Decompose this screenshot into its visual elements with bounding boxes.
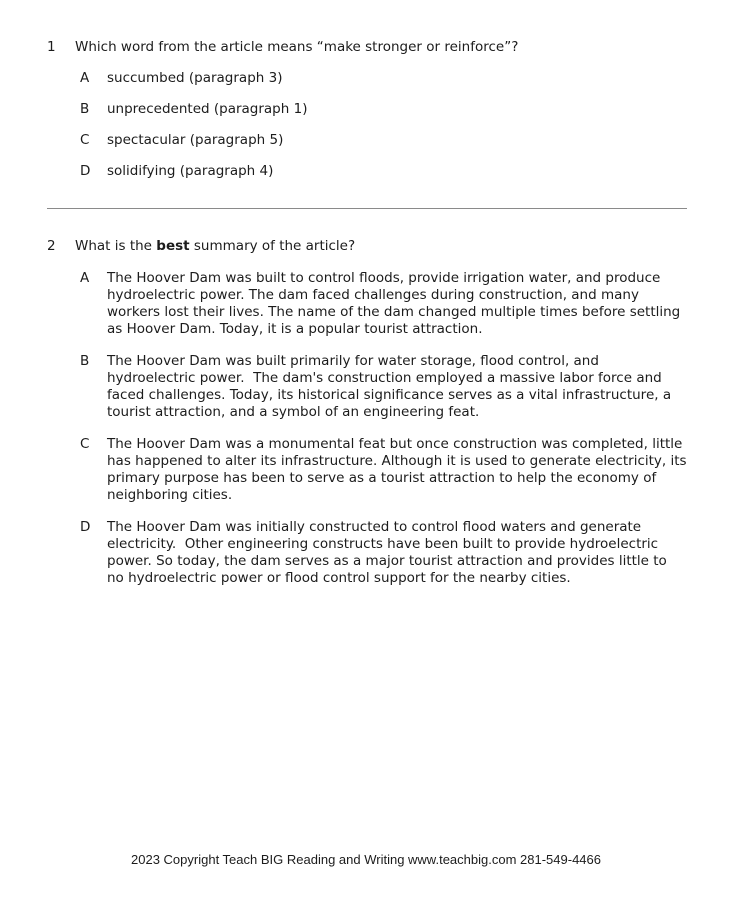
option-text: The Hoover Dam was initially constructed to control flood waters and generate electricity. Other engineering constructs have been built to provide hydroelectric power. So today, the dam serves as a major tourist attraction and provides little to no hydroelectric power or flood control support for the nearby cities. [107,519,672,586]
option-text: The Hoover Dam was built primarily for water storage, flood control, and hydroelectric power. The dam's construction employed a massive labor force and faced challenges. Today, its historical significance serves as a vital infrastructure, a tourist attraction, and a symbol of an engineering feat. [107,353,676,420]
option-letter: D [80,163,91,179]
question-number: 1 [47,39,56,55]
question-number: 2 [47,238,56,254]
option-letter: C [80,132,90,148]
question-prompt [75,39,687,56]
option-text: unprecedented (paragraph 1) [107,101,308,117]
answer-option-d [80,163,687,180]
footer-copyright: 2023 Copyright Teach BIG Reading and Writing www.teachbig.com 281-549-4466 [131,852,601,867]
question-prompt-text: Which word from the article means “make stronger or reinforce”? [75,39,519,55]
option-letter: B [80,353,90,369]
question-prompt-bold: best [156,238,190,254]
answer-option-a [80,270,687,338]
question-2 [47,238,691,587]
question-1-header [47,39,687,56]
option-text: solidifying (paragraph 4) [107,163,274,179]
option-text: spectacular (paragraph 5) [107,132,284,148]
option-letter: D [80,519,91,535]
option-letter: C [80,436,90,452]
answer-option-c [80,132,687,149]
option-text: The Hoover Dam was a monumental feat but once construction was completed, little has happened to alter its infrastructure. Although it is used to generate electricity, its primary purpose has been to serve as a tourist attraction to help the economy of neighboring cities. [107,436,691,503]
question-1 [47,39,687,180]
question-prompt-text-after: summary of the article? [189,238,356,254]
question-2-header [47,238,687,255]
option-text: The Hoover Dam was built to control floods, provide irrigation water, and produce hydroelectric power. The dam faced challenges during construction, and many workers lost their lives. The name of the dam changed multiple times before settling as Hoover Dam. Today, it is a popular tourist attraction. [107,270,685,337]
question-1-options [80,70,687,180]
option-text: succumbed (paragraph 3) [107,70,283,86]
section-divider [47,208,687,209]
answer-option-b [80,101,687,118]
answer-option-c [80,436,691,504]
answer-option-a [80,70,687,87]
answer-option-b [80,353,687,421]
question-prompt-text: What is the [75,238,157,254]
option-letter: B [80,101,90,117]
question-prompt [75,238,687,255]
question-2-options [80,270,691,587]
option-letter: A [80,270,90,286]
answer-option-d [80,519,687,587]
option-letter: A [80,70,90,86]
